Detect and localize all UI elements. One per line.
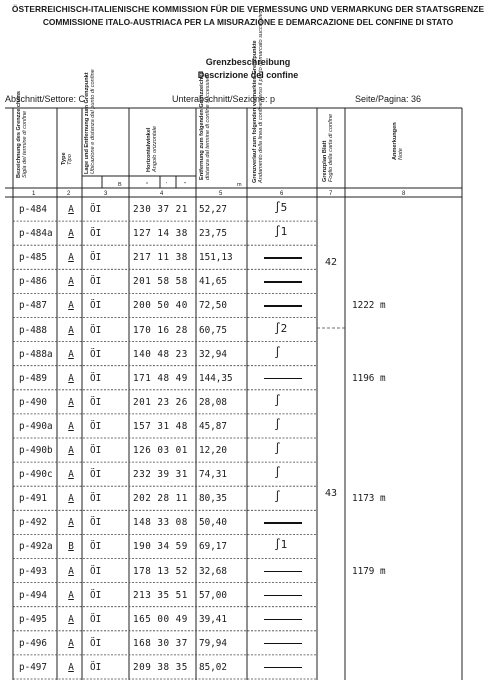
marker-type: A: [68, 372, 74, 384]
marker-type: A: [68, 396, 74, 408]
marker-location: ÖI: [90, 469, 102, 481]
distance-to-next: 144,35: [199, 372, 233, 384]
horizontal-angle: 202 28 11: [133, 493, 188, 505]
marker-id: p-493: [19, 565, 47, 577]
marker-type: A: [68, 252, 74, 264]
straight-course-dash: [264, 522, 302, 524]
col-number-7: 7: [329, 191, 333, 197]
horizontal-angle: 126 03 01: [133, 445, 188, 456]
table-row: [0, 414, 496, 437]
marker-type: A: [68, 228, 74, 240]
horizontal-angle: 168 30 37: [133, 637, 188, 649]
table-row: [0, 607, 496, 630]
horizontal-angle: 170 16 28: [133, 324, 188, 336]
marker-type: A: [68, 565, 74, 577]
marker-type: A: [68, 300, 74, 312]
marker-location: ÖI: [90, 445, 102, 456]
boundary-course-mark: ∫2: [274, 321, 288, 335]
horizontal-angle: 201 23 26: [133, 396, 188, 408]
marker-location: ÖI: [90, 348, 102, 360]
distance-to-next: 12,20: [199, 445, 227, 456]
marker-id: p-494: [19, 589, 47, 601]
elevation-note: 1196 m: [352, 372, 386, 384]
distance-to-next: 50,40: [199, 517, 227, 529]
boundary-course-mark: ∫1: [274, 225, 288, 239]
marker-id: p-490b: [19, 445, 53, 456]
marker-location: ÖI: [90, 637, 102, 649]
col-4-sub-min: ': [166, 182, 168, 188]
col-5-sub-m: m: [237, 182, 242, 188]
table-row: [0, 342, 496, 365]
marker-type: A: [68, 517, 74, 529]
col-header-2: Type Tipo: [61, 152, 74, 165]
col-number-3: 3: [104, 191, 108, 197]
marker-location: ÖI: [90, 420, 102, 432]
table-row: [0, 197, 496, 220]
distance-to-next: 41,65: [199, 276, 227, 288]
horizontal-angle: 148 33 08: [133, 517, 188, 529]
horizontal-angle: 213 35 51: [133, 589, 188, 601]
marker-location: ÖI: [90, 324, 102, 336]
horizontal-angle: 217 11 38: [133, 252, 188, 264]
boundary-course-mark: ∫: [274, 417, 281, 431]
marker-id: p-488: [19, 324, 47, 336]
horizontal-angle: 201 58 58: [133, 276, 188, 288]
marker-id: p-490: [19, 396, 47, 408]
marker-type: A: [68, 348, 74, 360]
document-title-de: Grenzbeschreibung: [205, 57, 291, 67]
distance-to-next: 32,94: [199, 348, 227, 360]
marker-id: p-490c: [19, 469, 53, 481]
straight-course-dash: [264, 643, 302, 645]
col-number-5: 5: [219, 191, 223, 197]
sheet-number-2: 43: [325, 488, 338, 499]
marker-type: A: [68, 469, 74, 481]
marker-id: p-497: [19, 661, 47, 673]
straight-course-dash: [264, 281, 302, 283]
distance-to-next: 151,13: [199, 252, 233, 264]
straight-course-dash: [264, 571, 302, 573]
page-label: Seite/Pagina: 36: [355, 94, 422, 104]
boundary-course-mark: ∫: [274, 442, 281, 455]
table-row: [0, 559, 496, 582]
marker-location: ÖI: [90, 613, 102, 625]
col-number-1: 1: [32, 191, 36, 197]
marker-location: ÖI: [90, 517, 102, 529]
marker-id: p-489: [19, 372, 47, 384]
straight-course-dash: [264, 305, 302, 307]
boundary-course-mark: ∫: [274, 490, 281, 504]
distance-to-next: 57,00: [199, 589, 227, 601]
col-header-8: Anmerkungen Note: [392, 122, 405, 160]
marker-type: A: [68, 637, 74, 649]
commission-title-de: ÖSTERREICHISCH-ITALIENISCHE KOMMISSION FÜR DIE VERMESSUNG UND VERMARKUNG DER STAATSGRENZE: [11, 4, 485, 14]
table-row: [0, 486, 496, 509]
col-number-2: 2: [67, 191, 71, 197]
distance-to-next: 80,35: [199, 493, 227, 505]
straight-course-dash: [264, 257, 302, 259]
table-row: [0, 655, 496, 678]
col-4-sub-sec: '': [184, 182, 187, 188]
marker-id: p-484a: [19, 228, 53, 240]
distance-to-next: 39,41: [199, 613, 227, 625]
distance-to-next: 60,75: [199, 324, 227, 336]
horizontal-angle: 178 13 52: [133, 565, 188, 577]
marker-id: p-492a: [19, 541, 53, 553]
distance-to-next: 69,17: [199, 541, 227, 553]
horizontal-angle: 190 34 59: [133, 541, 188, 553]
document-title-it: Descrizione del confine: [197, 70, 299, 80]
table-row: [0, 269, 496, 292]
table-row: [0, 390, 496, 413]
marker-type: A: [68, 204, 74, 215]
marker-id: p-490a: [19, 420, 53, 432]
col-number-8: 8: [402, 191, 406, 197]
distance-to-next: 74,31: [199, 469, 227, 481]
marker-type: A: [68, 613, 74, 625]
horizontal-angle: 232 39 31: [133, 469, 188, 481]
distance-to-next: 79,94: [199, 637, 227, 649]
marker-id: p-491: [19, 493, 47, 505]
distance-to-next: 52,27: [199, 204, 227, 215]
elevation-note: 1173 m: [352, 493, 386, 505]
straight-course-dash: [264, 667, 302, 669]
marker-location: ÖI: [90, 204, 102, 215]
straight-course-dash: [264, 595, 302, 597]
col-header-6: Grenzverlauf zum folgenden vermarkten Grenzpunkte Andamento della linea di confine verso il punto demarcato successivo: [252, 10, 265, 183]
marker-id: p-484: [19, 204, 47, 215]
marker-location: ÖI: [90, 589, 102, 601]
marker-type: A: [68, 276, 74, 288]
col-header-4: Horizontalwinkel Angolo orizzontale: [146, 125, 159, 172]
table-row: [0, 245, 496, 268]
marker-type: A: [68, 445, 74, 456]
boundary-course-mark: ∫: [274, 345, 281, 359]
marker-id: p-488a: [19, 348, 53, 360]
boundary-course-mark: ∫5: [274, 201, 288, 214]
marker-location: ÖI: [90, 565, 102, 577]
distance-to-next: 72,50: [199, 300, 227, 312]
distance-to-next: 45,87: [199, 420, 227, 432]
table-row: [0, 221, 496, 244]
straight-course-dash: [264, 378, 302, 380]
col-header-7: Grenzplan Blatt Foglio della carta di confine: [322, 113, 335, 182]
boundary-course-mark: ∫: [274, 466, 281, 480]
sheet-number-1: 42: [325, 257, 338, 268]
elevation-note: 1222 m: [352, 300, 386, 312]
elevation-note: 1179 m: [352, 565, 386, 577]
horizontal-angle: 209 38 35: [133, 661, 188, 673]
marker-id: p-495: [19, 613, 47, 625]
horizontal-angle: 165 00 49: [133, 613, 188, 625]
distance-to-next: 23,75: [199, 228, 227, 240]
marker-location: ÖI: [90, 300, 102, 312]
straight-course-dash: [264, 619, 302, 621]
horizontal-angle: 171 48 49: [133, 372, 188, 384]
marker-location: ÖI: [90, 541, 102, 553]
marker-id: p-487: [19, 300, 47, 312]
horizontal-angle: 157 31 48: [133, 420, 188, 432]
boundary-course-mark: ∫1: [274, 538, 288, 552]
col-number-4: 4: [160, 191, 164, 197]
marker-location: ÖI: [90, 661, 102, 673]
marker-location: ÖI: [90, 372, 102, 384]
col-header-5: Entfernung zum folgenden Grenzzeichen distanza dal termine di confine successivo: [199, 71, 212, 180]
horizontal-angle: 200 50 40: [133, 300, 188, 312]
distance-to-next: 85,02: [199, 661, 227, 673]
marker-id: p-496: [19, 637, 47, 649]
table-row: [0, 366, 496, 389]
marker-type: B: [68, 541, 74, 553]
table-row: [0, 583, 496, 606]
boundary-course-mark: ∫: [274, 393, 281, 407]
col-4-sub-deg: °: [146, 182, 149, 188]
table-row: [0, 534, 496, 557]
marker-id: p-492: [19, 517, 47, 529]
marker-location: ÖI: [90, 396, 102, 408]
col-header-1: Bezeichnung des Grenzzeichens Sigla del termine di confine: [16, 90, 29, 178]
col-header-3: Lage und Entfernung zum Grenzpunkt Ubicazione e distanza dal punto di confine: [84, 69, 97, 174]
marker-type: A: [68, 493, 74, 505]
marker-location: ÖI: [90, 228, 102, 240]
table-row: [0, 318, 496, 341]
distance-to-next: 32,68: [199, 565, 227, 577]
marker-type: A: [68, 589, 74, 601]
marker-id: p-485: [19, 252, 47, 264]
marker-type: A: [68, 420, 74, 432]
table-row: [0, 438, 496, 461]
horizontal-angle: 140 48 23: [133, 348, 188, 360]
col-number-6: 6: [280, 191, 284, 197]
marker-location: ÖI: [90, 252, 102, 264]
marker-location: ÖI: [90, 493, 102, 505]
table-row: [0, 462, 496, 485]
col-3-sub-b: B: [118, 182, 122, 188]
distance-to-next: 28,08: [199, 396, 227, 408]
section-label: Abschnitt/Settore: C: [5, 94, 86, 104]
table-row: [0, 510, 496, 533]
marker-type: A: [68, 324, 74, 336]
subsection-label: Unterabschnitt/Sezione: p: [172, 94, 276, 104]
horizontal-angle: 127 14 38: [133, 228, 188, 240]
horizontal-angle: 230 37 21: [133, 204, 188, 215]
marker-location: ÖI: [90, 276, 102, 288]
marker-type: A: [68, 661, 74, 673]
marker-id: p-486: [19, 276, 47, 288]
commission-title-it: COMMISSIONE ITALO-AUSTRIACA PER LA MISURAZIONE E DEMARCAZIONE DEL CONFINE DI STATO: [42, 17, 454, 27]
table-row: [0, 631, 496, 654]
table-row: [0, 293, 496, 316]
